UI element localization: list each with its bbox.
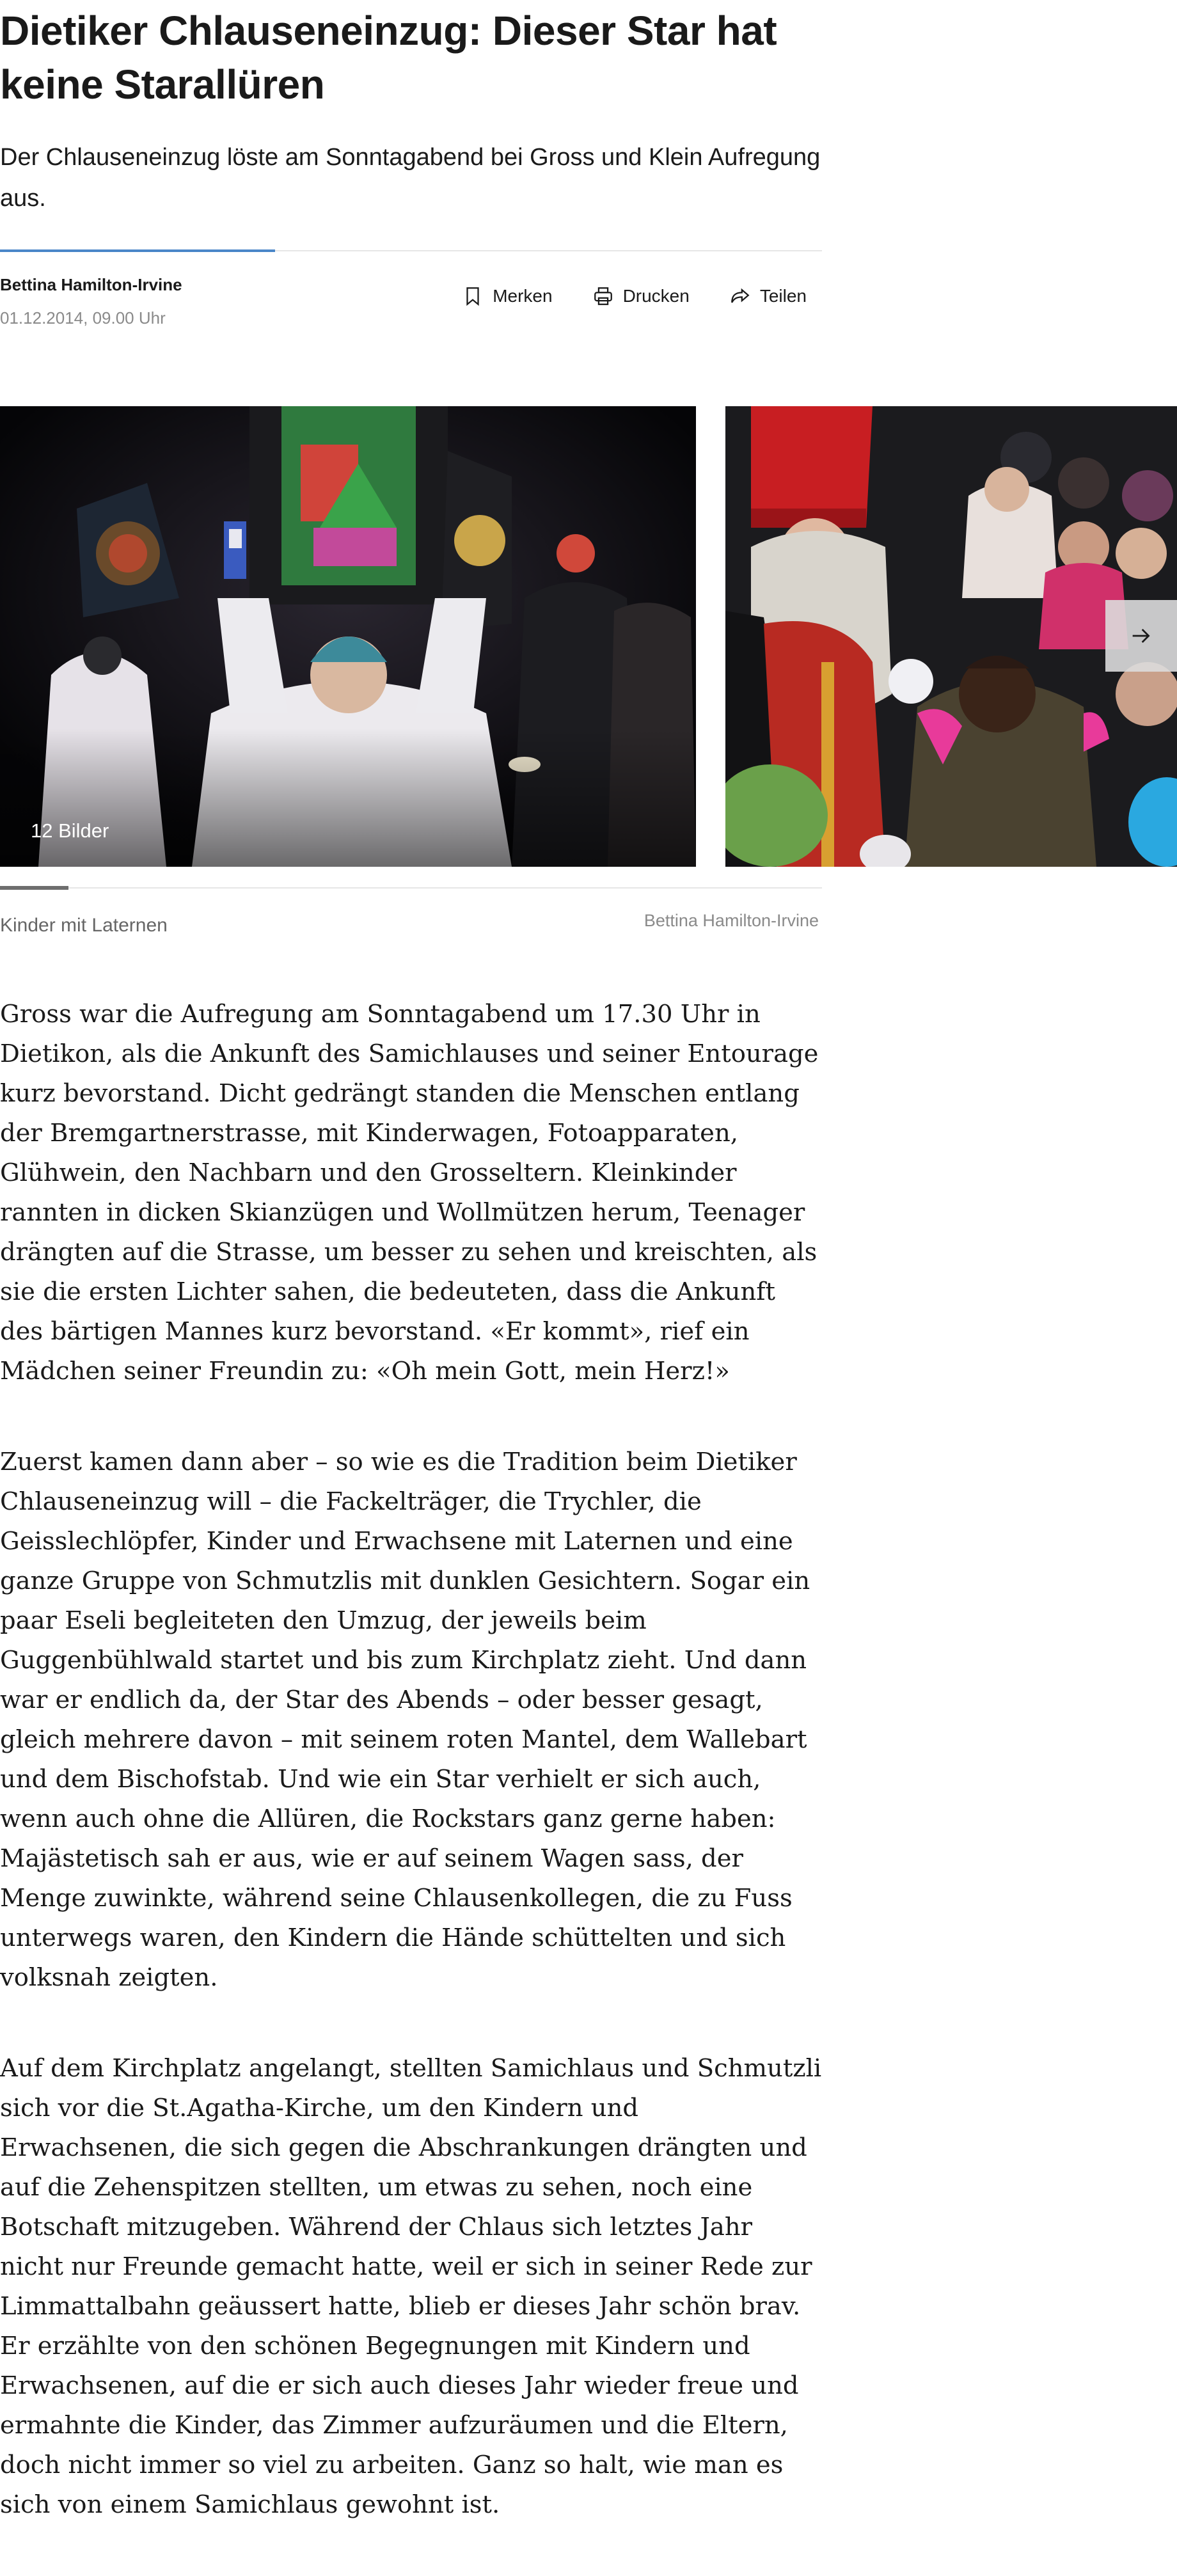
divider-accent xyxy=(0,249,275,252)
article-body xyxy=(0,995,822,2576)
gallery-caption-row xyxy=(0,911,822,947)
print-button[interactable] xyxy=(592,285,690,307)
lantern-photo xyxy=(0,406,696,867)
print-label: Drucken xyxy=(622,286,690,306)
body-paragraph: Auf dem Kirchplatz angelangt, stellten Samichlaus und Schmutzli sich vor die St.Agatha-Kirche, um den Kindern und Erwachsenen, die sich gegen die Abschrankungen drängten und auf die Zehenspitzen stellten, um etwas zu sehen, noch eine Botschaft mitzugeben. Während der Chlaus sich letztes Jahr nicht nur Freunde gemacht hatte, weil er sich in seiner Rede zur Limmattalbahn geäussert hatte, blieb er dieses Jahr schön brav. Er erzählte von den schönen Begegnungen mit Kindern und Erwachsenen, auf die er sich auch dieses Jahr wieder freue und ermahnte die Kinder, das Zimmer aufzuräumen und die Eltern, doch nicht immer so viel zu arbeiten. Ganz so halt, wie man es sich von einem Samichlaus gewohnt ist. xyxy=(0,2054,822,2519)
image-credit: Bettina Hamilton-Irvine xyxy=(644,911,819,930)
share-icon xyxy=(729,285,751,307)
printer-icon xyxy=(592,285,614,307)
gallery-progress-track xyxy=(0,887,822,889)
gallery-image-samichlaus[interactable] xyxy=(725,406,1177,867)
gallery-next-button[interactable] xyxy=(1105,600,1177,672)
gallery-image-lanterns[interactable] xyxy=(0,406,696,867)
author-name[interactable]: Bettina Hamilton-Irvine xyxy=(0,275,182,294)
arrow-right-icon xyxy=(1128,623,1154,649)
share-button[interactable] xyxy=(729,285,807,307)
header-divider xyxy=(0,249,822,252)
article-header xyxy=(0,0,822,219)
bookmark-button[interactable] xyxy=(462,285,552,307)
image-gallery xyxy=(0,406,1177,867)
gallery-progress-fill xyxy=(0,886,68,890)
article-meta xyxy=(0,275,822,333)
image-caption: Kinder mit Laternen xyxy=(0,915,168,936)
article-title: Dietiker Chlauseneinzug: Dieser Star hat keine Starallüren xyxy=(0,8,777,107)
body-paragraph: Zuerst kamen dann aber – so wie es die Tradition beim Dietiker Chlauseneinzug will – die Fackelträger, die Trychler, die Geisslechlöpfer, Kinder und Erwachsene mit Laternen und eine ganze Gruppe von Schmutzlis mit dunklen Gesichtern. Sogar ein paar Eseli begleiteten den Umzug, der jeweils beim Guggenbühlwald startet und bis zum Kirchplatz zieht. Und dann war er endlich da, der Star des Abends – oder besser gesagt, gleich mehrere davon – mit seinem roten Mantel, dem Wallebart und dem Bischofstab. Und wie ein Star verhielt er sich auch, wenn auch ohne die Allüren, die Rockstars ganz gerne haben: Majästetisch sah er aus, wie er auf seinem Wagen sass, der Menge zuwinkte, während seine Chlausenkollegen, die zu Fuss unterwegs waren, den Kindern die Hände schüttelten und sich volksnah zeigten. xyxy=(0,1448,810,1992)
publish-date: 01.12.2014, 09.00 Uhr xyxy=(0,308,166,328)
bookmark-icon xyxy=(462,285,484,307)
share-label: Teilen xyxy=(759,286,807,306)
gallery-progress xyxy=(0,886,822,890)
article-lead: Der Chlauseneinzug löste am Sonntagabend bei Gross und Klein Aufregung aus. xyxy=(0,144,821,212)
bookmark-label: Merken xyxy=(493,286,553,306)
gallery-image-count: 12 Bilder xyxy=(31,819,109,842)
article-actions xyxy=(462,285,807,307)
body-paragraph: Gross war die Aufregung am Sonntagabend um 17.30 Uhr in Dietikon, als die Ankunft des Samichlauses und seiner Entourage kurz bevorstand. Dicht gedrängt standen die Menschen entlang der Bremgartnerstrasse, mit Kinderwagen, Fotoapparaten, Glühwein, den Nachbarn und den Grosseltern. Kleinkinder rannten in dicken Skianzügen und Wollmützen herum, Teenager drängten auf die Strasse, um besser zu sehen und kreischten, als sie die ersten Lichter sahen, die bedeuteten, dass die Ankunft des bärtigen Mannes kurz bevorstand. «Er kommt», rief ein Mädchen seiner Freundin zu: «Oh mein Gott, mein Herz!» xyxy=(0,1000,819,1386)
